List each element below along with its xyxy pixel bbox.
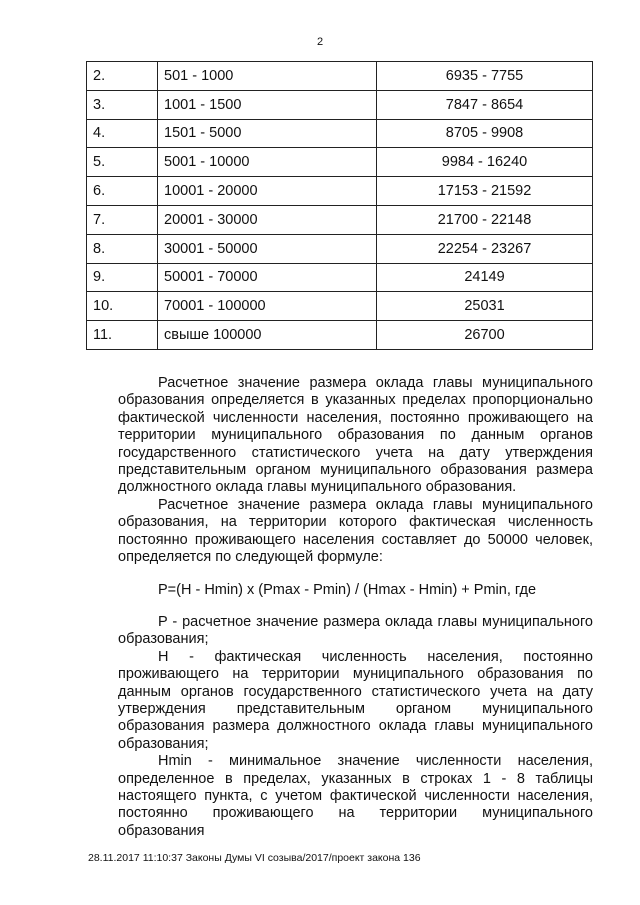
- table-row: [87, 119, 593, 148]
- population-range-cell: 70001 - 100000: [158, 292, 377, 321]
- paragraph-definition: Расчетное значение размера оклада главы муниципального образования определяется в указанных пределах пропорционально фактической численности населения, постоянно проживающего на территории муниципального образования по данным органов государственного статистического учета на дату утверждения представительным органом муниципального образования размера должностного оклада главы муниципального образования.: [118, 375, 593, 496]
- salary-range-cell: 21700 - 22148: [377, 205, 593, 234]
- document-body: [118, 375, 593, 840]
- page-number: 2: [316, 36, 324, 48]
- paragraph-h-definition: H - фактическая численность населения, постоянно проживающего на территории муниципального образования по данным органов государственного статистического учета на дату утверждения представительным органом муниципального образования размера должностного оклада главы муниципального образования;: [118, 648, 593, 752]
- table-row: [87, 148, 593, 177]
- table-row: [87, 263, 593, 292]
- population-range-cell: 1001 - 1500: [158, 90, 377, 119]
- population-range-cell: 20001 - 30000: [158, 205, 377, 234]
- population-range-cell: 1501 - 5000: [158, 119, 377, 148]
- table-body: [87, 62, 593, 350]
- table-row: [87, 205, 593, 234]
- salary-range-cell: 8705 - 9908: [377, 119, 593, 148]
- population-range-cell: 501 - 1000: [158, 62, 377, 91]
- salary-range-cell: 24149: [377, 263, 593, 292]
- table-row: [87, 62, 593, 91]
- table-row: [87, 321, 593, 350]
- population-range-cell: 10001 - 20000: [158, 177, 377, 206]
- salary-range-cell: 7847 - 8654: [377, 90, 593, 119]
- row-number-cell: 3.: [87, 90, 158, 119]
- salary-table: [86, 61, 593, 350]
- row-number-cell: 7.: [87, 205, 158, 234]
- salary-range-cell: 25031: [377, 292, 593, 321]
- salary-range-cell: 9984 - 16240: [377, 148, 593, 177]
- document-footer: 28.11.2017 11:10:37 Законы Думы VI созыва/2017/проект закона 136: [88, 852, 421, 864]
- table-row: [87, 292, 593, 321]
- salary-range-cell: 6935 - 7755: [377, 62, 593, 91]
- row-number-cell: 5.: [87, 148, 158, 177]
- paragraph-p-definition: P - расчетное значение размера оклада главы муниципального образования;: [118, 613, 593, 648]
- row-number-cell: 8.: [87, 234, 158, 263]
- salary-range-cell: 17153 - 21592: [377, 177, 593, 206]
- population-range-cell: 50001 - 70000: [158, 263, 377, 292]
- population-range-cell: свыше 100000: [158, 321, 377, 350]
- row-number-cell: 11.: [87, 321, 158, 350]
- row-number-cell: 6.: [87, 177, 158, 206]
- row-number-cell: 9.: [87, 263, 158, 292]
- paragraph-hmin-definition: Hmin - минимальное значение численности населения, определенное в пределах, указанных в строках 1 - 8 таблицы настоящего пункта, с учетом фактической численности населения, постоянно проживающего на территории муниципального образования: [118, 753, 593, 839]
- population-range-cell: 30001 - 50000: [158, 234, 377, 263]
- formula: P=(H - Hmin) x (Pmax - Pmin) / (Hmax - Hmin) + Pmin, где: [158, 582, 537, 599]
- row-number-cell: 4.: [87, 119, 158, 148]
- table-row: [87, 90, 593, 119]
- salary-range-cell: 26700: [377, 321, 593, 350]
- salary-range-cell: 22254 - 23267: [377, 234, 593, 263]
- paragraph-formula-intro: Расчетное значение размера оклада главы муниципального образования, на территории которого фактическая численность постоянно проживающего населения составляет до 50000 человек, определяется по следующей формуле:: [118, 496, 593, 566]
- table-row: [87, 234, 593, 263]
- row-number-cell: 10.: [87, 292, 158, 321]
- row-number-cell: 2.: [87, 62, 158, 91]
- table-row: [87, 177, 593, 206]
- population-range-cell: 5001 - 10000: [158, 148, 377, 177]
